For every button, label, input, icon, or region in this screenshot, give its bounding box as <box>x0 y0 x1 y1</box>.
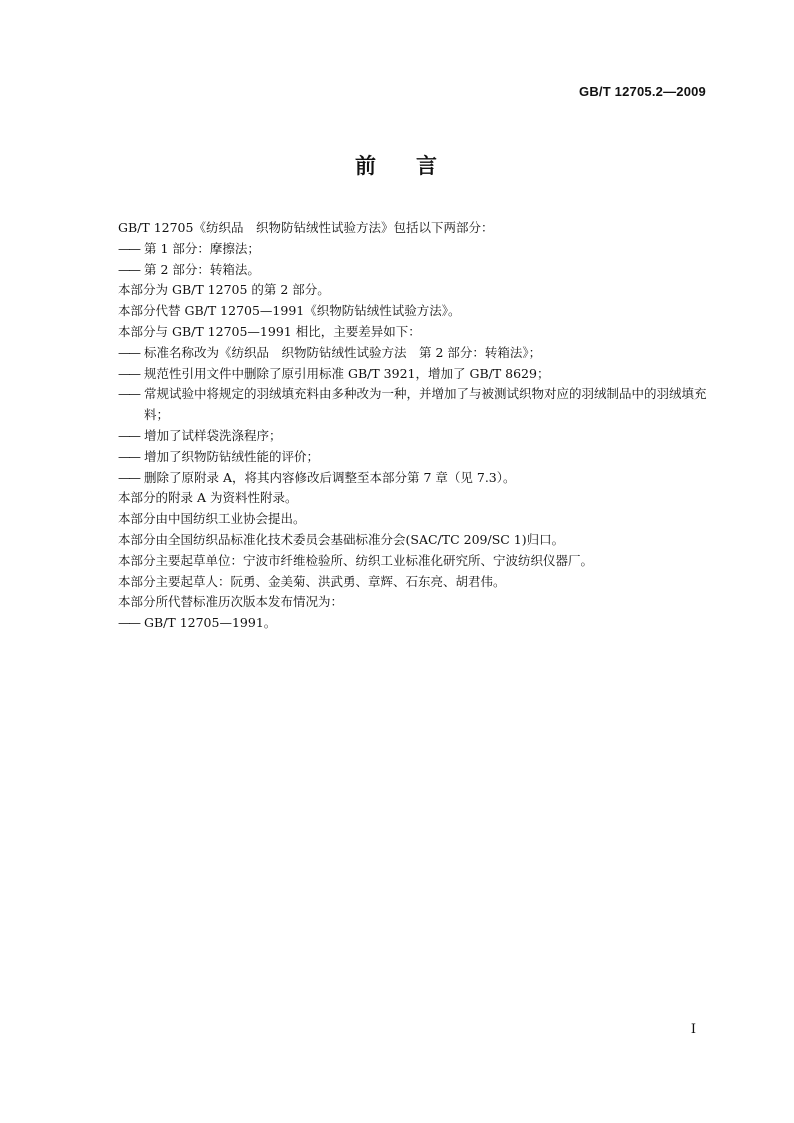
drafting-units-paragraph: 本部分主要起草单位：宁波市纤维检验所、纺织工业标准化研究所、宁波纺织仪器厂。 <box>118 552 594 568</box>
page-title <box>0 150 794 180</box>
part-list-item: —— 第 1 部分：摩擦法； <box>118 240 260 256</box>
drafters-paragraph: 本部分主要起草人：阮勇、金美菊、洪武勇、章辉、石东亮、胡君伟。 <box>118 573 506 589</box>
change-list-item: —— 常规试验中将规定的羽绒填充料由多种改为一种，并增加了与被测试织物对应的羽绒制品中的羽绒填充料； <box>118 386 707 423</box>
replaces-paragraph: 本部分代替 GB/T 12705—1991《织物防钻绒性试验方法》。 <box>118 303 461 319</box>
change-list-item: —— 增加了织物防钻绒性能的评价； <box>118 448 320 464</box>
change-list-item: —— 标准名称改为《纺织品 织物防钻绒性试验方法 第 2 部分：转箱法》； <box>118 344 542 360</box>
history-list-item-text: GB/T 12705—1991。 <box>144 615 277 631</box>
change-list-item-text: 规范性引用文件中删除了原引用标准 GB/T 3921，增加了 GB/T 8629； <box>144 365 550 381</box>
centralized-paragraph: 本部分由全国纺织品标准化技术委员会基础标准分会(SAC/TC 209/SC 1)归口。 <box>118 531 565 547</box>
page-number: I <box>690 1022 696 1037</box>
intro-paragraph: GB/T 12705《纺织品 织物防钻绒性试验方法》包括以下两部分： <box>118 220 494 235</box>
part-list-item-text: 第 1 部分：摩擦法； <box>144 240 260 256</box>
part-list-item: —— 第 2 部分：转箱法。 <box>118 261 260 277</box>
compared-paragraph: 本部分与 GB/T 12705—1991 相比，主要差异如下： <box>118 323 421 339</box>
foreword-body <box>118 218 708 634</box>
change-list-item-text: 标准名称改为《纺织品 织物防钻绒性试验方法 第 2 部分：转箱法》； <box>144 344 542 360</box>
proposed-paragraph: 本部分由中国纺织工业协会提出。 <box>118 511 306 527</box>
title-char-2: 言 <box>416 154 439 178</box>
history-list-item: —— GB/T 12705—1991。 <box>118 615 277 631</box>
change-list-item-text: 删除了原附录 A，将其内容修改后调整至本部分第 7 章（见 7.3）。 <box>144 469 516 485</box>
change-list-item-text: 常规试验中将规定的羽绒填充料由多种改为一种，并增加了与被测试织物对应的羽绒制品中的羽绒填充料； <box>144 386 707 423</box>
change-list-item: —— 增加了试样袋洗涤程序； <box>118 427 282 443</box>
history-paragraph: 本部分所代替标准历次版本发布情况为： <box>118 594 344 610</box>
change-list-item: —— 删除了原附录 A，将其内容修改后调整至本部分第 7 章（见 7.3）。 <box>118 469 516 485</box>
change-list-item-text: 增加了织物防钻绒性能的评价； <box>144 448 320 464</box>
title-char-1: 前 <box>355 154 378 178</box>
standard-number: GB/T 12705.2—2009 <box>579 84 706 99</box>
change-list-item-text: 增加了试样袋洗涤程序； <box>144 427 282 443</box>
part-of-paragraph: 本部分为 GB/T 12705 的第 2 部分。 <box>118 282 330 298</box>
change-list-item: —— 规范性引用文件中删除了原引用标准 GB/T 3921，增加了 GB/T 8629； <box>118 365 550 381</box>
part-list-item-text: 第 2 部分：转箱法。 <box>144 261 260 277</box>
annex-paragraph: 本部分的附录 A 为资料性附录。 <box>118 490 298 506</box>
